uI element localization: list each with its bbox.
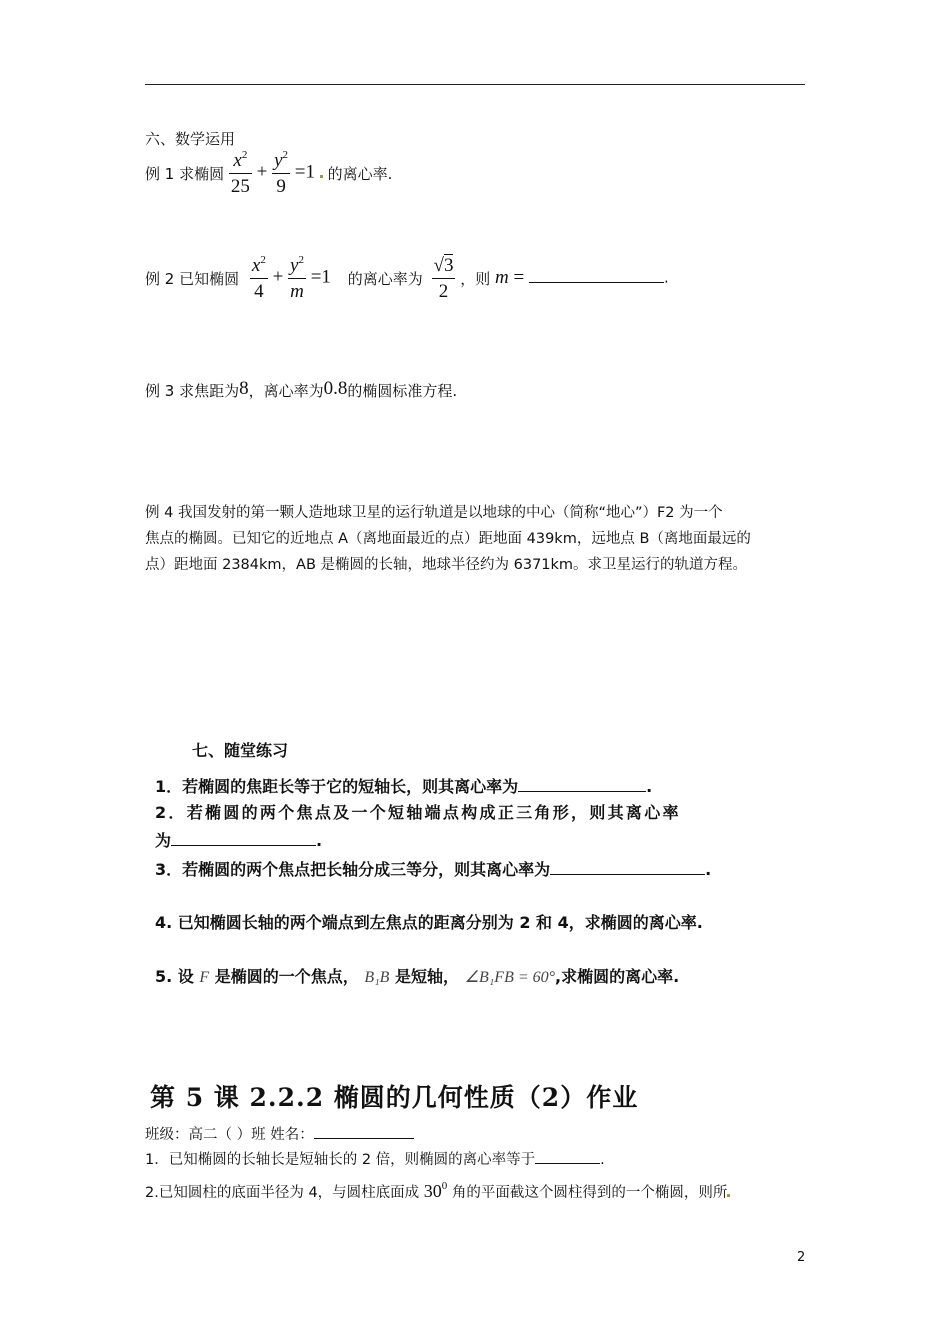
practice-q3-text: 3．若椭圆的两个焦点把长轴分成三等分，则其离心率为 [155, 860, 551, 879]
practice-q2-line1: 2．若椭圆的两个焦点及一个短轴端点构成正三角形，则其离心率 [155, 803, 681, 822]
practice-q5-prefix: 5. 设 [155, 967, 194, 986]
name-blank[interactable] [314, 1137, 414, 1139]
ellipse-equation-1 [229, 150, 315, 196]
example-3-prefix: 例 3 求焦距为 [145, 382, 240, 400]
example-4-line-2: 焦点的椭圆。已知它的近地点 A（离地面最近的点）距地面 439km，远地点 B（离地面最远的 [145, 531, 751, 547]
practice-q2-text: 为 [155, 831, 172, 850]
numerator-y: y [290, 255, 299, 276]
fraction-y2-m: $\frac{y^2}{m}$ [290, 254, 304, 302]
example-1-prefix: 例 1 求椭圆 [145, 164, 225, 183]
example-3-mid: ，离心率为 [248, 382, 324, 400]
practice-q2-line2: 为 . [155, 831, 323, 850]
section-heading-6: 六、数学运用 [145, 130, 236, 148]
practice-q4: 4. 已知椭圆长轴的两个端点到左焦点的距离分别为 2 和 4，求椭圆的离心率. [155, 913, 703, 932]
plus-sign: + [256, 161, 268, 183]
fraction-x2-25: $\frac{x^2}{25}$ [230, 149, 250, 197]
header-rule [145, 84, 805, 85]
practice-q5 [155, 964, 679, 987]
example-1-suffix: 的离心率. [327, 164, 393, 183]
homework-q2 [145, 1180, 730, 1202]
fraction-y2-9: $\frac{y^2}{9}$ [274, 149, 289, 197]
practice-q5-suffix: ,求椭圆的离心率. [555, 967, 680, 986]
angle-value: 30 [423, 1181, 442, 1201]
denominator-m: m [290, 281, 304, 302]
practice-q3-blank[interactable] [550, 873, 705, 875]
plus-sign: + [272, 266, 284, 288]
variable-m: m [495, 267, 509, 288]
practice-q5-text-c: 是短轴， [395, 967, 460, 986]
edit-mark-icon [320, 175, 323, 178]
practice-q2-blank[interactable] [171, 844, 316, 846]
equals-sign: = [513, 267, 525, 288]
equals-one: =1 [294, 161, 315, 183]
class-name-label: 班级：高二（ ）班 姓名： [145, 1127, 314, 1143]
page-number: 2 [797, 1250, 806, 1265]
class-name-line [145, 1123, 414, 1144]
example-3-suffix: 的椭圆标准方程. [347, 382, 458, 400]
eccentricity-value: 0.8 [323, 378, 348, 399]
denominator-2: 2 [438, 280, 449, 302]
fraction-x2-4: $\frac{x^2}{4}$ [251, 254, 266, 302]
ellipse-equation-2 [250, 255, 331, 301]
practice-q5-text-b: 是椭圆的一个焦点， [214, 967, 359, 986]
denominator-25: 25 [230, 176, 250, 197]
numerator-x: x [251, 255, 261, 276]
practice-q3: 3．若椭圆的两个焦点把长轴分成三等分，则其离心率为 . [155, 860, 712, 879]
numerator-y: y [274, 150, 283, 171]
homework-title: 第 5 课 2.2.2 椭圆的几何性质（2）作业 [150, 1083, 639, 1112]
focal-distance: 8 [239, 378, 249, 399]
denominator-9: 9 [276, 176, 286, 197]
angle-30-degrees: $30^0$ [423, 1180, 448, 1201]
homework-q1: 1．已知椭圆的长轴长是短轴长的 2 倍，则椭圆的离心率等于 . [145, 1152, 605, 1168]
period: . [664, 268, 669, 287]
angle-expression: ∠B₁FB = 60° [464, 969, 556, 986]
numerator-x: x [233, 150, 242, 171]
example-4-line-3: 点）距地面 2384km，AB 是椭圆的长轴，地球半径约为 6371km。求卫星运行的轨道方程。 [145, 557, 748, 573]
example-2-mid: 的离心率为 [347, 269, 423, 288]
symbol-B1B: B₁B [364, 969, 390, 986]
example-4-line-1: 例 4 我国发射的第一颗人造地球卫星的运行轨道是以地球的中心（简称“地心”）F2 为一个 [145, 505, 723, 521]
homework-q1-text: 1．已知椭圆的长轴长是短轴长的 2 倍，则椭圆的离心率等于 [145, 1152, 536, 1168]
eccentricity-sqrt3-over-2: $\frac{√3}{2}$ [433, 254, 454, 302]
equals-one: =1 [310, 266, 331, 288]
sqrt-radicand: 3 [443, 254, 454, 276]
practice-q1: 1．若椭圆的焦距长等于它的短轴长，则其离心率为 . [155, 777, 653, 796]
practice-q1-text: 1．若椭圆的焦距长等于它的短轴长，则其离心率为 [155, 777, 519, 796]
answer-blank[interactable] [529, 281, 664, 283]
practice-q1-blank[interactable] [518, 790, 646, 792]
denominator-4: 4 [254, 281, 264, 302]
homework-q2-text-b: 角的平面截这个圆柱得到的一个椭圆，则所 [451, 1185, 728, 1201]
example-1 [145, 150, 392, 210]
example-4 [145, 500, 751, 578]
homework-q2-text-a: 2.已知圆柱的底面半径为 4，与圆柱底面成 [145, 1185, 420, 1201]
example-2-prefix: 例 2 已知椭圆 [145, 269, 240, 288]
edit-mark-icon [727, 1194, 730, 1197]
example-3 [145, 378, 457, 401]
example-2 [145, 255, 669, 325]
example-2-then: ，则 [460, 269, 491, 288]
symbol-F: F [199, 969, 210, 986]
section-heading-7: 七、随堂练习 [192, 741, 289, 760]
homework-q1-blank[interactable] [535, 1162, 600, 1164]
